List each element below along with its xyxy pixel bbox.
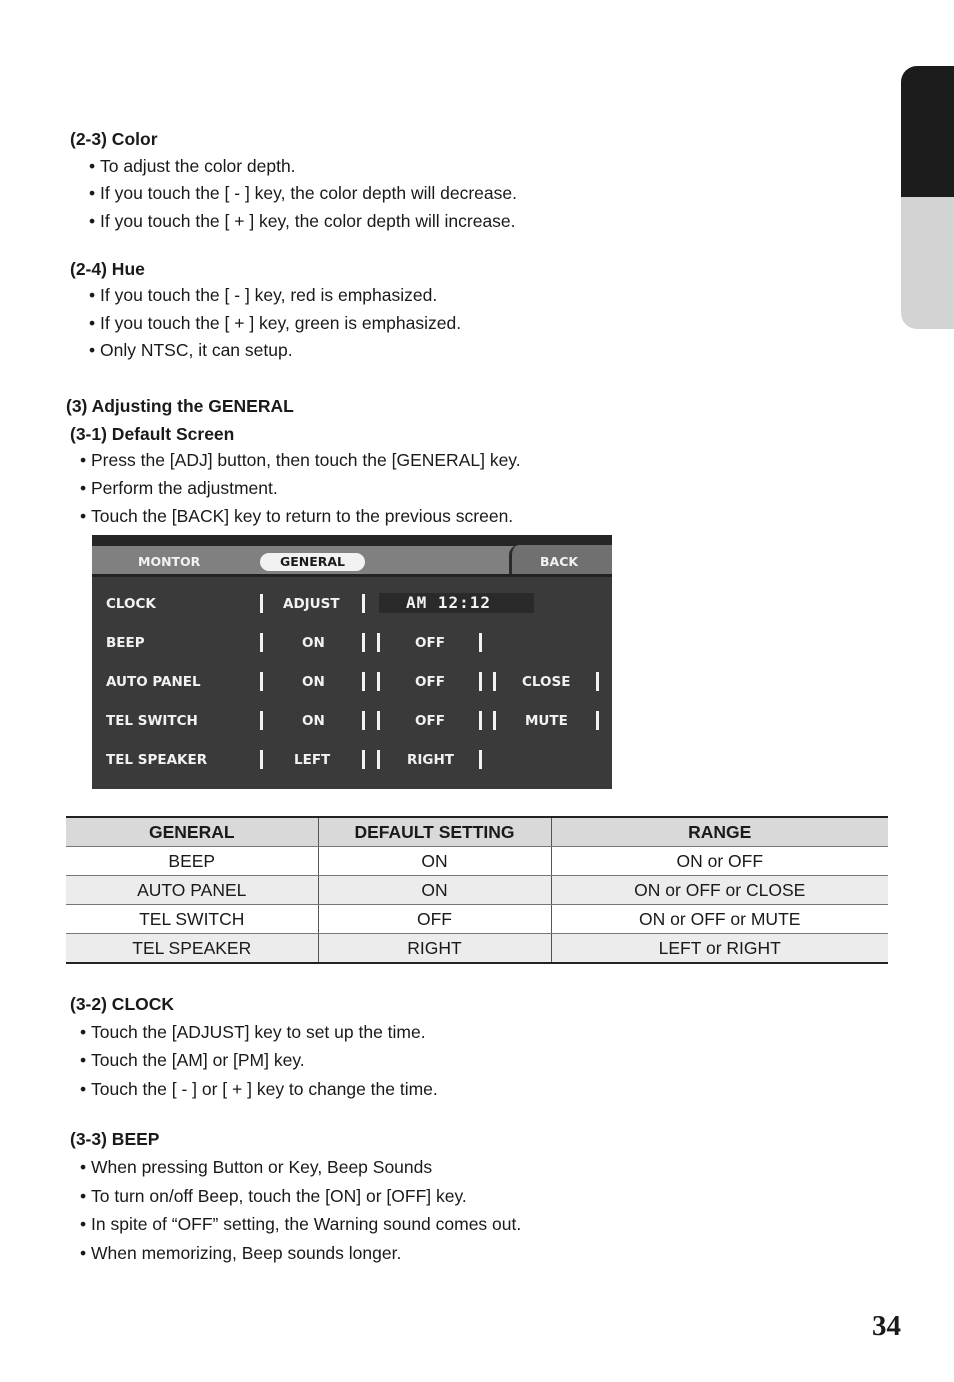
setting-label-auto-panel: AUTO PANEL bbox=[106, 674, 201, 690]
auto-panel-off-key[interactable]: OFF bbox=[415, 674, 445, 690]
table-cell: BEEP bbox=[66, 847, 318, 876]
setting-label-beep: BEEP bbox=[106, 635, 145, 651]
bullet-item: • Touch the [AM] or [PM] key. bbox=[80, 1050, 305, 1071]
tel-speaker-left-key[interactable]: LEFT bbox=[294, 752, 331, 768]
bullet-item: • When pressing Button or Key, Beep Sounds bbox=[80, 1157, 432, 1178]
tel-switch-on-key[interactable]: ON bbox=[302, 713, 325, 729]
table-cell: ON or OFF or CLOSE bbox=[551, 876, 888, 905]
key-bracket bbox=[377, 672, 380, 691]
general-settings-screen bbox=[92, 535, 612, 789]
bullet-item: • Perform the adjustment. bbox=[80, 478, 278, 499]
tab-monitor[interactable]: MONTOR bbox=[138, 554, 201, 569]
key-bracket bbox=[377, 711, 380, 730]
table-header: DEFAULT SETTING bbox=[318, 817, 551, 847]
bullet-item: • If you touch the [ - ] key, red is emphasized. bbox=[89, 285, 437, 306]
key-bracket bbox=[596, 672, 599, 691]
table-cell: ON bbox=[318, 876, 551, 905]
bullet-item: • Only NTSC, it can setup. bbox=[89, 340, 293, 361]
table-cell: ON or OFF or MUTE bbox=[551, 905, 888, 934]
key-bracket bbox=[596, 711, 599, 730]
key-bracket bbox=[362, 633, 365, 652]
table-row bbox=[66, 876, 888, 905]
key-bracket bbox=[493, 672, 496, 691]
table-cell: ON bbox=[318, 847, 551, 876]
key-bracket bbox=[479, 672, 482, 691]
page-number: 34 bbox=[872, 1310, 901, 1342]
setting-label-clock: CLOCK bbox=[106, 596, 156, 612]
chapter-tab-light bbox=[901, 197, 954, 329]
screen-separator bbox=[92, 574, 612, 577]
table-header: GENERAL bbox=[66, 817, 318, 847]
table-row bbox=[66, 847, 888, 876]
section-heading-color: (2-3) Color bbox=[70, 129, 158, 149]
bullet-item: • If you touch the [ - ] key, the color depth will decrease. bbox=[89, 183, 517, 204]
table-header: RANGE bbox=[551, 817, 888, 847]
bullet-item: • To adjust the color depth. bbox=[89, 156, 296, 177]
beep-on-key[interactable]: ON bbox=[302, 635, 325, 651]
section-heading-clock: (3-2) CLOCK bbox=[70, 994, 175, 1014]
key-bracket bbox=[377, 633, 380, 652]
key-bracket bbox=[260, 672, 263, 691]
table-cell: ON or OFF bbox=[551, 847, 888, 876]
table-cell: AUTO PANEL bbox=[66, 876, 318, 905]
section-heading-beep: (3-3) BEEP bbox=[70, 1129, 160, 1149]
table-cell: RIGHT bbox=[318, 934, 551, 964]
bullet-item: • Press the [ADJ] button, then touch the [GENERAL] key. bbox=[80, 450, 521, 471]
section-heading-hue: (2-4) Hue bbox=[70, 259, 145, 279]
bullet-item: • In spite of “OFF” setting, the Warning sound comes out. bbox=[80, 1214, 521, 1235]
key-bracket bbox=[479, 633, 482, 652]
table-row bbox=[66, 934, 888, 964]
beep-off-key[interactable]: OFF bbox=[415, 635, 445, 651]
key-bracket bbox=[362, 594, 365, 613]
setting-label-tel-switch: TEL SWITCH bbox=[106, 713, 198, 729]
back-button[interactable]: BACK bbox=[540, 554, 579, 569]
table-cell: TEL SWITCH bbox=[66, 905, 318, 934]
bullet-item: • Touch the [ADJUST] key to set up the time. bbox=[80, 1022, 426, 1043]
section-heading-general: (3) Adjusting the GENERAL bbox=[66, 396, 294, 416]
table-header-row bbox=[66, 817, 888, 847]
key-bracket bbox=[260, 633, 263, 652]
bullet-item: • If you touch the [ + ] key, the color depth will increase. bbox=[89, 211, 516, 232]
tel-speaker-right-key[interactable]: RIGHT bbox=[407, 752, 455, 768]
bullet-item: • Touch the [BACK] key to return to the previous screen. bbox=[80, 506, 513, 527]
table-cell: TEL SPEAKER bbox=[66, 934, 318, 964]
bullet-item: • To turn on/off Beep, touch the [ON] or [OFF] key. bbox=[80, 1186, 467, 1207]
key-bracket bbox=[493, 711, 496, 730]
chapter-tab-dark bbox=[901, 66, 954, 197]
key-bracket bbox=[362, 711, 365, 730]
auto-panel-close-key[interactable]: CLOSE bbox=[522, 674, 571, 690]
key-bracket bbox=[260, 711, 263, 730]
key-bracket bbox=[479, 750, 482, 769]
section-heading-default-screen: (3-1) Default Screen bbox=[70, 424, 235, 444]
clock-display: AM 12:12 bbox=[379, 593, 534, 613]
general-settings-table bbox=[66, 816, 888, 964]
key-bracket bbox=[377, 750, 380, 769]
bullet-item: • When memorizing, Beep sounds longer. bbox=[80, 1243, 401, 1264]
auto-panel-on-key[interactable]: ON bbox=[302, 674, 325, 690]
table-row bbox=[66, 905, 888, 934]
key-bracket bbox=[260, 750, 263, 769]
adjust-key[interactable]: ADJUST bbox=[283, 596, 340, 612]
key-bracket bbox=[479, 711, 482, 730]
table-cell: OFF bbox=[318, 905, 551, 934]
bullet-item: • Touch the [ - ] or [ + ] key to change the time. bbox=[80, 1079, 438, 1100]
key-bracket bbox=[362, 750, 365, 769]
tab-general[interactable]: GENERAL bbox=[260, 553, 365, 571]
setting-label-tel-speaker: TEL SPEAKER bbox=[106, 752, 208, 768]
tel-switch-mute-key[interactable]: MUTE bbox=[525, 713, 568, 729]
bullet-item: • If you touch the [ + ] key, green is emphasized. bbox=[89, 313, 461, 334]
key-bracket bbox=[362, 672, 365, 691]
tel-switch-off-key[interactable]: OFF bbox=[415, 713, 445, 729]
key-bracket bbox=[260, 594, 263, 613]
table-cell: LEFT or RIGHT bbox=[551, 934, 888, 964]
